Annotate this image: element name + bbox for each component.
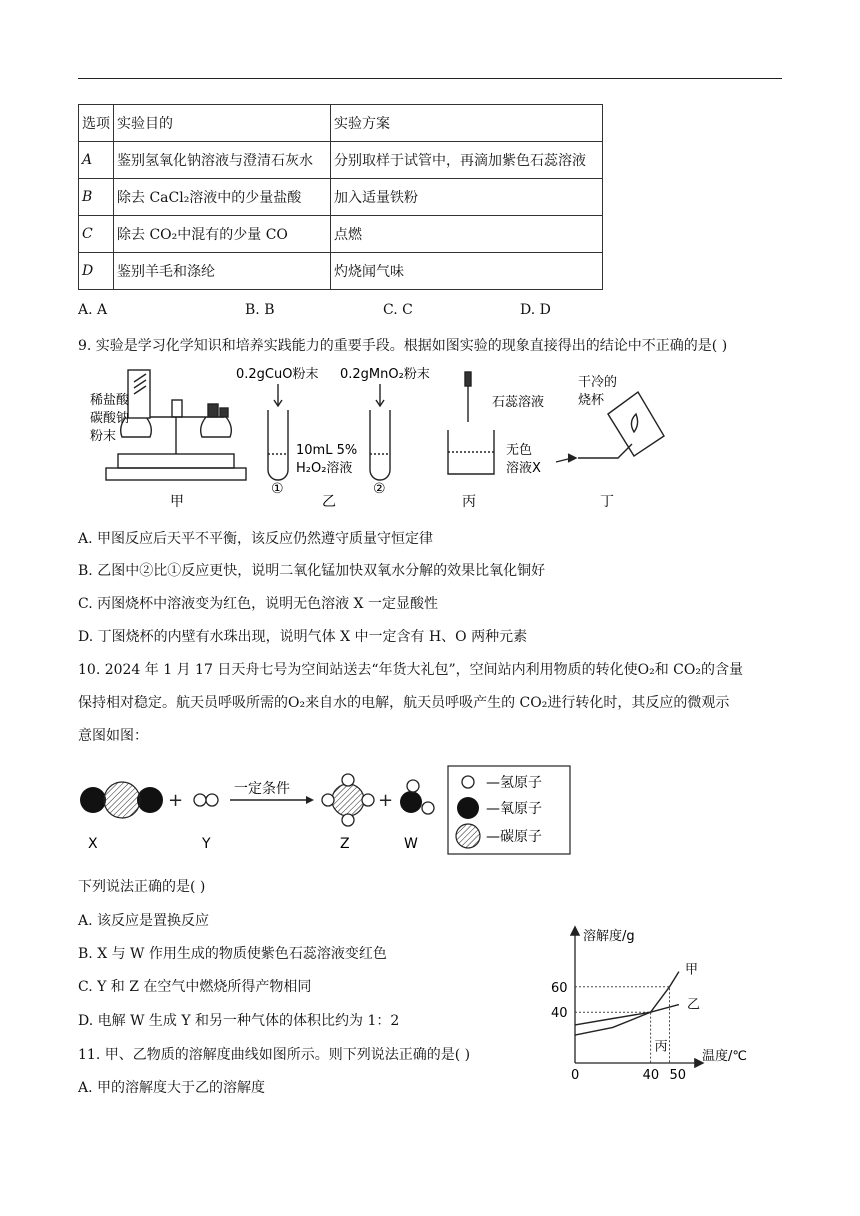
legend-oxygen: —氧原子 (486, 801, 542, 817)
table-cell: 除去 CO₂中混有的少量 CO (114, 216, 331, 253)
reaction-micro-diagram (78, 760, 598, 860)
table-cell: D (79, 253, 114, 290)
q10-option-c[interactable]: C. Y 和 Z 在空气中燃烧所得产物相同 (78, 979, 312, 995)
table-header-cell: 实验目的 (114, 105, 331, 142)
cuo-label: 0.2gCuO粉末 (236, 367, 319, 382)
table-cell: 鉴别羊毛和涤纶 (114, 253, 331, 290)
solubility-chart (540, 920, 790, 1080)
guide-line-40 (575, 1012, 651, 1063)
series-bing-label: 丙 (654, 1039, 668, 1055)
table-cell: 灼烧闻气味 (331, 253, 603, 290)
series-yi-label: 乙 (686, 997, 700, 1013)
x-tick-label: 40 (642, 1068, 660, 1080)
caption-jia: 甲 (170, 494, 184, 510)
molecule-y (194, 794, 218, 806)
q10-stem-line-1: 10. 2024 年 1 月 17 日天舟七号为空间站送去“年货大礼包”，空间站内利用物质的转化使O₂和 CO₂的含量 (78, 662, 743, 678)
solution-x-label-1: 无色 (506, 443, 533, 458)
x-tick-label: 0 (571, 1068, 580, 1080)
molecule-x (80, 782, 163, 818)
table-row (79, 179, 603, 216)
jia-label-1: 稀盐酸 (90, 393, 130, 408)
experiment-table (78, 104, 603, 290)
q8-choice-d[interactable]: D. D (520, 302, 551, 318)
label-z: Z (340, 836, 350, 852)
tube-2-label: ② (373, 481, 386, 497)
table-cell: 分别取样于试管中，再滴加紫色石蕊溶液 (331, 142, 603, 179)
table-cell: B (79, 179, 114, 216)
y-tick-label: 40 (551, 1006, 568, 1022)
q11-option-a[interactable]: A. 甲的溶解度大于乙的溶解度 (78, 1080, 266, 1096)
q8-choice-b[interactable]: B. B (245, 302, 275, 318)
table-cell: 加入适量铁粉 (331, 179, 603, 216)
table-cell: A (79, 142, 114, 179)
caption-ding: 丁 (600, 494, 614, 510)
cold-beaker-label-2: 烧杯 (578, 393, 605, 408)
molecule-z (322, 774, 374, 826)
svg-text:+: + (168, 790, 184, 811)
q9-option-b[interactable]: B. 乙图中②比①反应更快，说明二氧化锰加快双氧水分解的效果比氧化铜好 (78, 563, 546, 579)
q9-option-d[interactable]: D. 丁图烧杯的内壁有水珠出现，说明气体 X 中一定含有 H、O 两种元素 (78, 629, 528, 645)
caption-bing: 丙 (462, 494, 476, 510)
reaction-arrow (230, 796, 314, 804)
legend-hydrogen: —氢原子 (486, 775, 542, 791)
y-axis-label: 溶解度/g (583, 929, 635, 944)
q9-stem: 9. 实验是学习化学知识和培养实践能力的重要手段。根据如图实验的现象直接得出的结论中不正确的是( ) (78, 338, 728, 354)
h2o2-label-1: 10mL 5% (296, 443, 358, 458)
caption-yi: 乙 (322, 494, 336, 510)
table-header-cell: 实验方案 (331, 105, 603, 142)
table-header-row (79, 105, 603, 142)
beaker-dropper (448, 372, 494, 474)
svg-text:+: + (378, 790, 394, 811)
q8-choice-a[interactable]: A. A (78, 302, 108, 318)
table-row (79, 142, 603, 179)
header-rule (78, 78, 782, 79)
cold-beaker-flame (556, 392, 664, 462)
table-row (79, 216, 603, 253)
table-header-cell: 选项 (79, 105, 114, 142)
label-y: Y (202, 836, 211, 852)
q10-stem-line-3: 意图如图： (78, 728, 148, 744)
x-tick-label: 50 (669, 1068, 687, 1080)
jia-label-3: 粉末 (90, 429, 117, 444)
y-tick-label: 60 (551, 980, 568, 996)
h2o2-label-2: H₂O₂溶液 (296, 461, 353, 476)
q8-choice-c[interactable]: C. C (383, 302, 413, 318)
table-row (79, 253, 603, 290)
table-cell: 除去 CaCl₂溶液中的少量盐酸 (114, 179, 331, 216)
legend-carbon: —碳原子 (486, 829, 542, 845)
label-w: W (404, 836, 418, 852)
q10-option-b[interactable]: B. X 与 W 作用生成的物质使紫色石蕊溶液变红色 (78, 946, 387, 962)
table-cell: 鉴别氢氧化钠溶液与澄清石灰水 (114, 142, 331, 179)
molecule-w (400, 780, 434, 814)
table-cell: C (79, 216, 114, 253)
x-axis-label: 温度/℃ (702, 1049, 747, 1064)
cold-beaker-label-1: 干冷的 (578, 375, 618, 390)
table-cell: 点燃 (331, 216, 603, 253)
q9-option-c[interactable]: C. 丙图烧杯中溶液变为红色，说明无色溶液 X 一定显酸性 (78, 596, 438, 612)
q10-option-a[interactable]: A. 该反应是置换反应 (78, 913, 210, 929)
q10-stem-line-2: 保持相对稳定。航天员呼吸所需的O₂来自水的电解，航天员呼吸产生的 CO₂进行转化时，其反应的微观示 (78, 695, 730, 711)
q10-option-d[interactable]: D. 电解 W 生成 Y 和另一种气体的体积比约为 1：2 (78, 1013, 400, 1029)
q9-option-a[interactable]: A. 甲图反应后天平不平衡，该反应仍然遵守质量守恒定律 (78, 531, 434, 547)
litmus-label: 石蕊溶液 (492, 395, 545, 410)
q9-apparatus-figure (78, 362, 778, 512)
series-jia-line (575, 972, 679, 1036)
q11-stem: 11. 甲、乙物质的溶解度曲线如图所示。则下列说法正确的是( ) (78, 1047, 471, 1063)
condition-label: 一定条件 (234, 781, 290, 797)
tube-1-label: ① (271, 481, 284, 497)
series-jia-label: 甲 (684, 962, 698, 978)
solution-x-label-2: 溶液X (506, 461, 541, 476)
mno2-label: 0.2gMnO₂粉末 (340, 367, 430, 382)
jia-label-2: 碳酸钠 (90, 411, 130, 426)
label-x: X (88, 836, 98, 852)
q10-ask: 下列说法正确的是( ) (78, 879, 206, 895)
